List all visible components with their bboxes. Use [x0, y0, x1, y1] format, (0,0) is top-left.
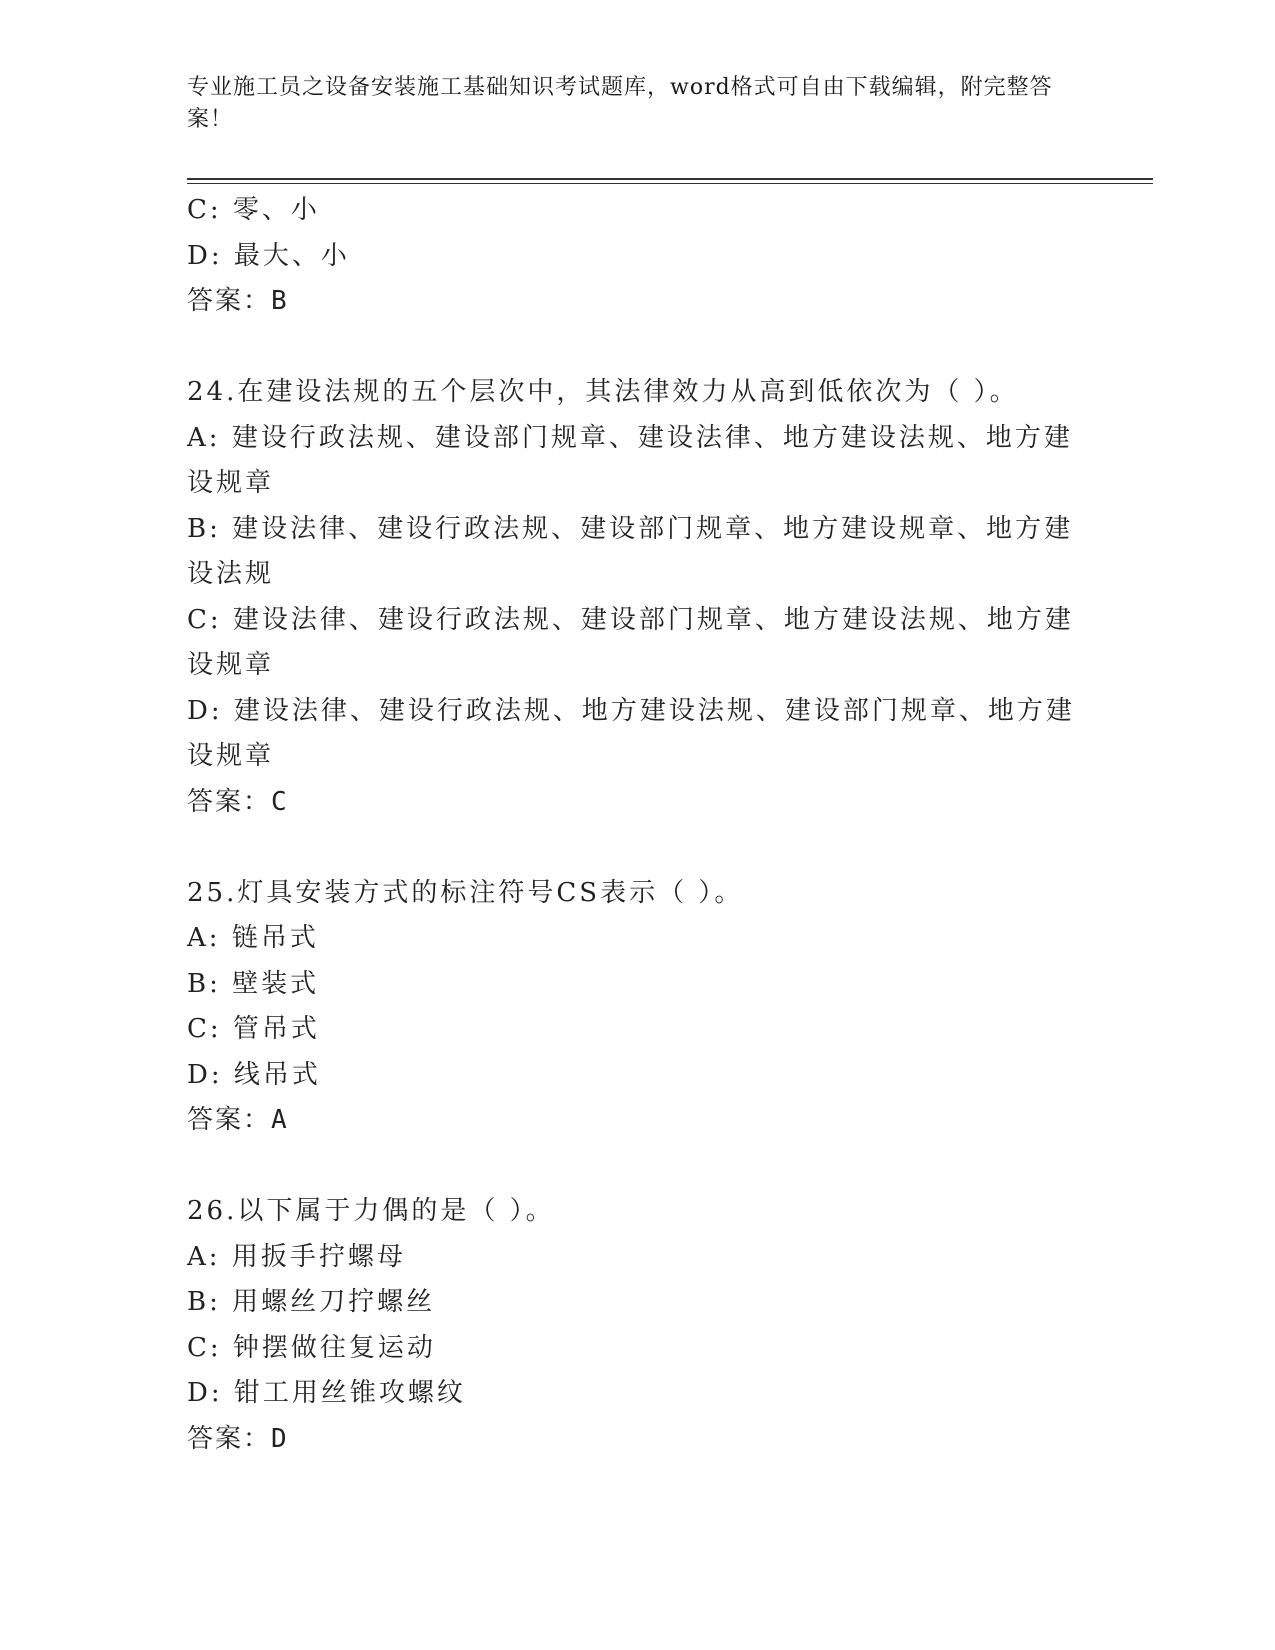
- answer-value: C: [271, 786, 289, 817]
- option-a: A: 用扳手拧螺母: [187, 1241, 406, 1272]
- answer-line: 答案：D: [187, 1423, 289, 1454]
- spacer: [187, 825, 1067, 871]
- question-list: [187, 188, 1075, 1462]
- question-25: [187, 871, 1067, 1144]
- option-c: C: 建设法律、建设行政法规、建设部门规章、地方建设法规、地方建: [187, 604, 1074, 635]
- option-d: D: 钳工用丝锥攻螺纹: [187, 1378, 466, 1408]
- answer-line: 答案：B: [187, 286, 289, 316]
- option-d: D: 最大、小: [187, 240, 350, 271]
- question-stem: 24.在建设法规的五个层次中，其法律效力从高到低依次为（ ）。: [187, 377, 1019, 407]
- option-c: C: 管吊式: [187, 1014, 320, 1044]
- option-d-continued: 设规章: [187, 741, 275, 771]
- header-divider-thin: [187, 183, 1153, 184]
- option-c-continued: 设规章: [187, 650, 275, 680]
- question-stem: 26.以下属于力偶的是（ ）。: [187, 1196, 555, 1226]
- option-c: C: 零、小: [187, 195, 320, 225]
- option-a: A: 链吊式: [187, 923, 319, 953]
- document-header: [187, 72, 1067, 136]
- header-title: 专业施工员之设备安装施工基础知识考试题库，word格式可自由下载编辑，附完整答案！: [187, 75, 1053, 132]
- spacer: [187, 325, 1067, 371]
- question-24: [187, 370, 1075, 825]
- question-stem: 25.灯具安装方式的标注符号CS表示（ ）。: [187, 877, 744, 908]
- option-d: D: 线吊式: [187, 1059, 321, 1090]
- option-c: C: 钟摆做往复运动: [187, 1332, 436, 1363]
- answer-line: 答案：C: [187, 786, 289, 817]
- question-partial: [187, 188, 1067, 325]
- spacer: [187, 1144, 1067, 1190]
- question-26: [187, 1189, 1067, 1462]
- answer-value: D: [271, 1423, 289, 1454]
- answer-value: B: [271, 286, 289, 316]
- answer-line: 答案：A: [187, 1105, 289, 1135]
- option-a: A: 建设行政法规、建设部门规章、建设法律、地方建设法规、地方建: [187, 422, 1073, 453]
- header-divider-thick: [187, 178, 1153, 180]
- answer-value: A: [271, 1105, 289, 1135]
- option-b: B: 建设法律、建设行政法规、建设部门规章、地方建设规章、地方建: [187, 513, 1074, 544]
- option-a-continued: 设规章: [187, 468, 275, 498]
- option-d: D: 建设法律、建设行政法规、地方建设法规、建设部门规章、地方建: [187, 695, 1075, 726]
- option-b: B: 壁装式: [187, 968, 320, 999]
- option-b: B: 用螺丝刀拧螺丝: [187, 1287, 436, 1317]
- option-b-continued: 设法规: [187, 559, 275, 589]
